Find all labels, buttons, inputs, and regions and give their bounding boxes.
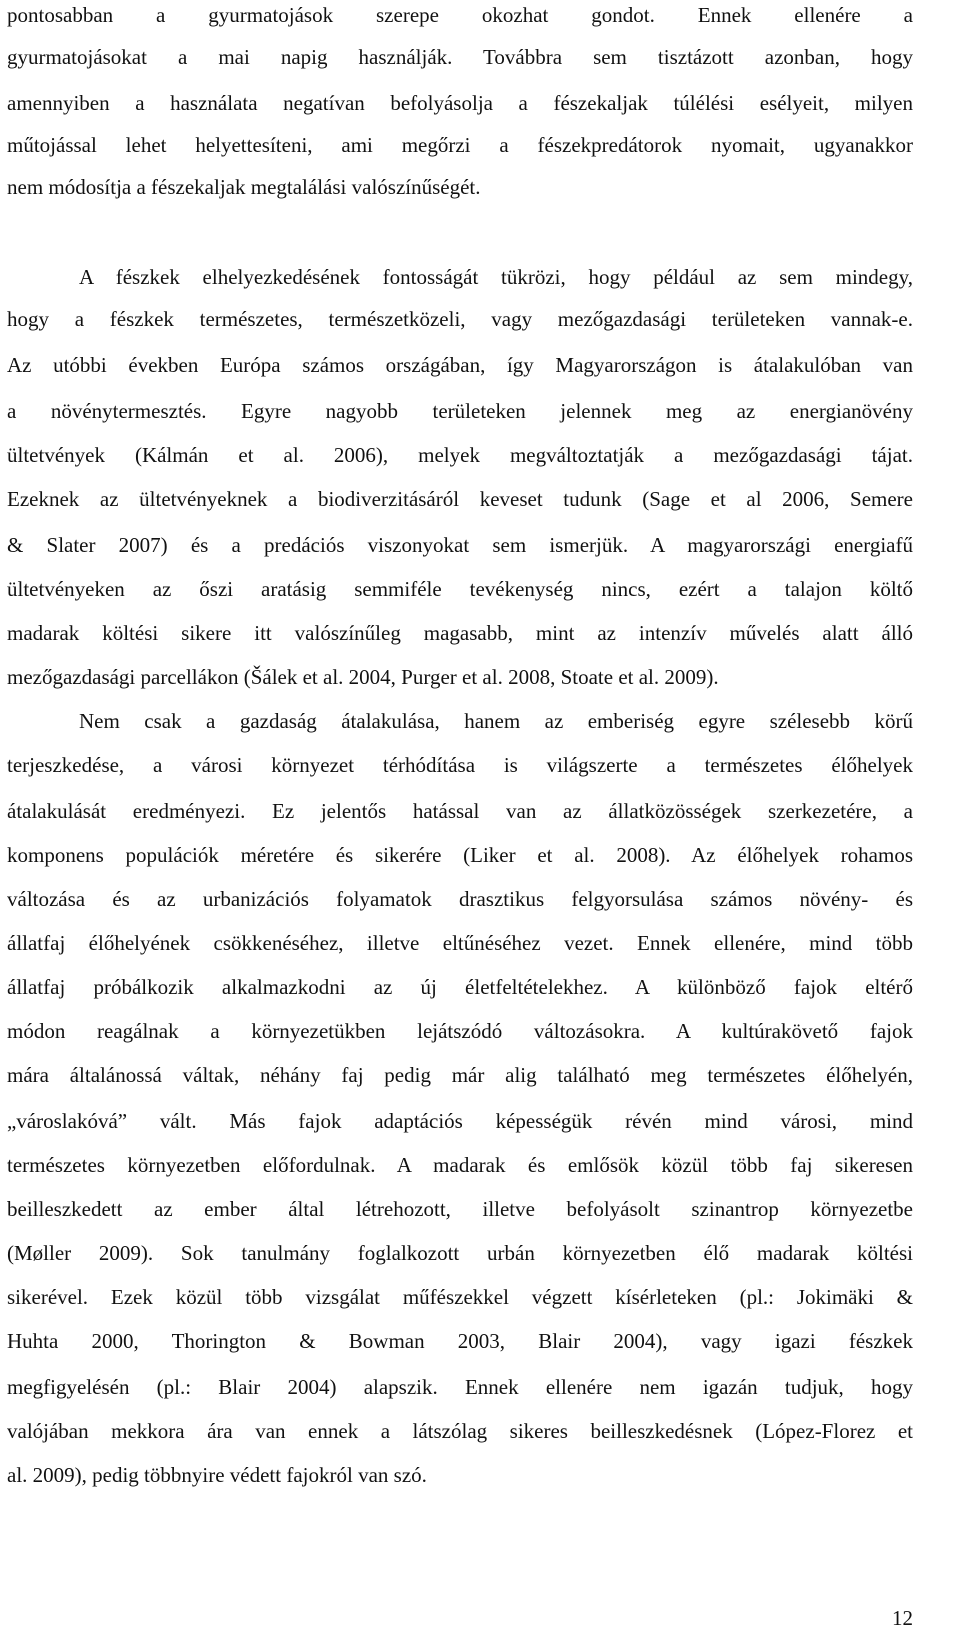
text-line: ültetvényeken az őszi aratásig semmiféle tevékenység nincs, ezért a talajon költő [7, 577, 913, 601]
text-line: pontosabban a gyurmatojások szerepe okozhat gondot. Ennek ellenére a [7, 3, 913, 27]
text-line: állatfaj próbálkozik alkalmazkodni az új életfeltételekhez. A különböző fajok eltérő [7, 975, 913, 999]
text-line: & Slater 2007) és a predációs viszonyokat sem ismerjük. A magyarországi energiafű [7, 533, 913, 557]
text-line: Huhta 2000, Thorington & Bowman 2003, Blair 2004), vagy igazi fészkek [7, 1329, 913, 1353]
text-line: „városlakóvá” vált. Más fajok adaptációs képességük révén mind városi, mind [7, 1109, 913, 1133]
text-line: al. 2009), pedig többnyire védett fajokról van szó. [7, 1463, 427, 1487]
text-line: beilleszkedett az ember által létrehozott, illetve befolyásolt szinantrop környezetbe [7, 1197, 913, 1221]
text-line: Ezeknek az ültetvényeknek a biodiverzitásáról keveset tudunk (Sage et al 2006, Semere [7, 487, 913, 511]
text-line: gyurmatojásokat a mai napig használják. Továbbra sem tisztázott azonban, hogy [7, 45, 913, 69]
text-line: megfigyelésén (pl.: Blair 2004) alapszik. Ennek ellenére nem igazán tudjuk, hogy [7, 1375, 913, 1399]
text-line: komponens populációk méretére és sikerére (Liker et al. 2008). Az élőhelyek rohamos [7, 843, 913, 867]
text-line: mezőgazdasági parcellákon (Šálek et al. 2004, Purger et al. 2008, Stoate et al. 2009). [7, 665, 719, 689]
text-line: amennyiben a használata negatívan befolyásolja a fészekaljak túlélési esélyeit, milyen [7, 91, 913, 115]
text-line: változása és az urbanizációs folyamatok drasztikus felgyorsulása számos növény- és [7, 887, 913, 911]
text-line: A fészkek elhelyezkedésének fontosságát tükrözi, hogy például az sem mindegy, [79, 265, 913, 289]
text-line: madarak költési sikere itt valószínűleg magasabb, mint az intenzív művelés alatt álló [7, 621, 913, 645]
text-line: nem módosítja a fészekaljak megtalálási valószínűségét. [7, 175, 481, 199]
text-line: átalakulását eredményezi. Ez jelentős hatással van az állatközösségek szerkezetére, a [7, 799, 913, 823]
text-line: ültetvények (Kálmán et al. 2006), melyek megváltoztatják a mezőgazdasági tájat. [7, 443, 913, 467]
text-line: hogy a fészkek természetes, természetközeli, vagy mezőgazdasági területeken vannak-e. [7, 307, 913, 331]
text-line: Nem csak a gazdaság átalakulása, hanem az emberiség egyre szélesebb körű [79, 709, 913, 733]
text-line: módon reagálnak a környezetükben lejátszódó változásokra. A kultúrakövető fajok [7, 1019, 913, 1043]
text-line: a növénytermesztés. Egyre nagyobb területeken jelennek meg az energianövény [7, 399, 913, 423]
text-line: (Møller 2009). Sok tanulmány foglalkozott urbán környezetben élő madarak költési [7, 1241, 913, 1265]
text-line: műtojással lehet helyettesíteni, ami megőrzi a fészekpredátorok nyomait, ugyanakkor [7, 133, 913, 157]
text-line: mára általánossá váltak, néhány faj pedig már alig található meg természetes élőhelyén, [7, 1063, 913, 1087]
text-line: valójában mekkora ára van ennek a látszólag sikeres beilleszkedésnek (López-Florez et [7, 1419, 913, 1443]
text-line: Az utóbbi években Európa számos országában, így Magyarországon is átalakulóban van [7, 353, 913, 377]
text-line: természetes környezetben előfordulnak. A madarak és emlősök közül több faj sikeresen [7, 1153, 913, 1177]
text-line: állatfaj élőhelyének csökkenéséhez, illetve eltűnéséhez vezet. Ennek ellenére, mind több [7, 931, 913, 955]
text-line: terjeszkedése, a városi környezet térhódítása is világszerte a természetes élőhelyek [7, 753, 913, 777]
document-page [7, 0, 913, 1640]
page-number: 12 [892, 1606, 913, 1630]
text-line: sikerével. Ezek közül több vizsgálat műfészekkel végzett kísérleteken (pl.: Jokimäki & [7, 1285, 913, 1309]
